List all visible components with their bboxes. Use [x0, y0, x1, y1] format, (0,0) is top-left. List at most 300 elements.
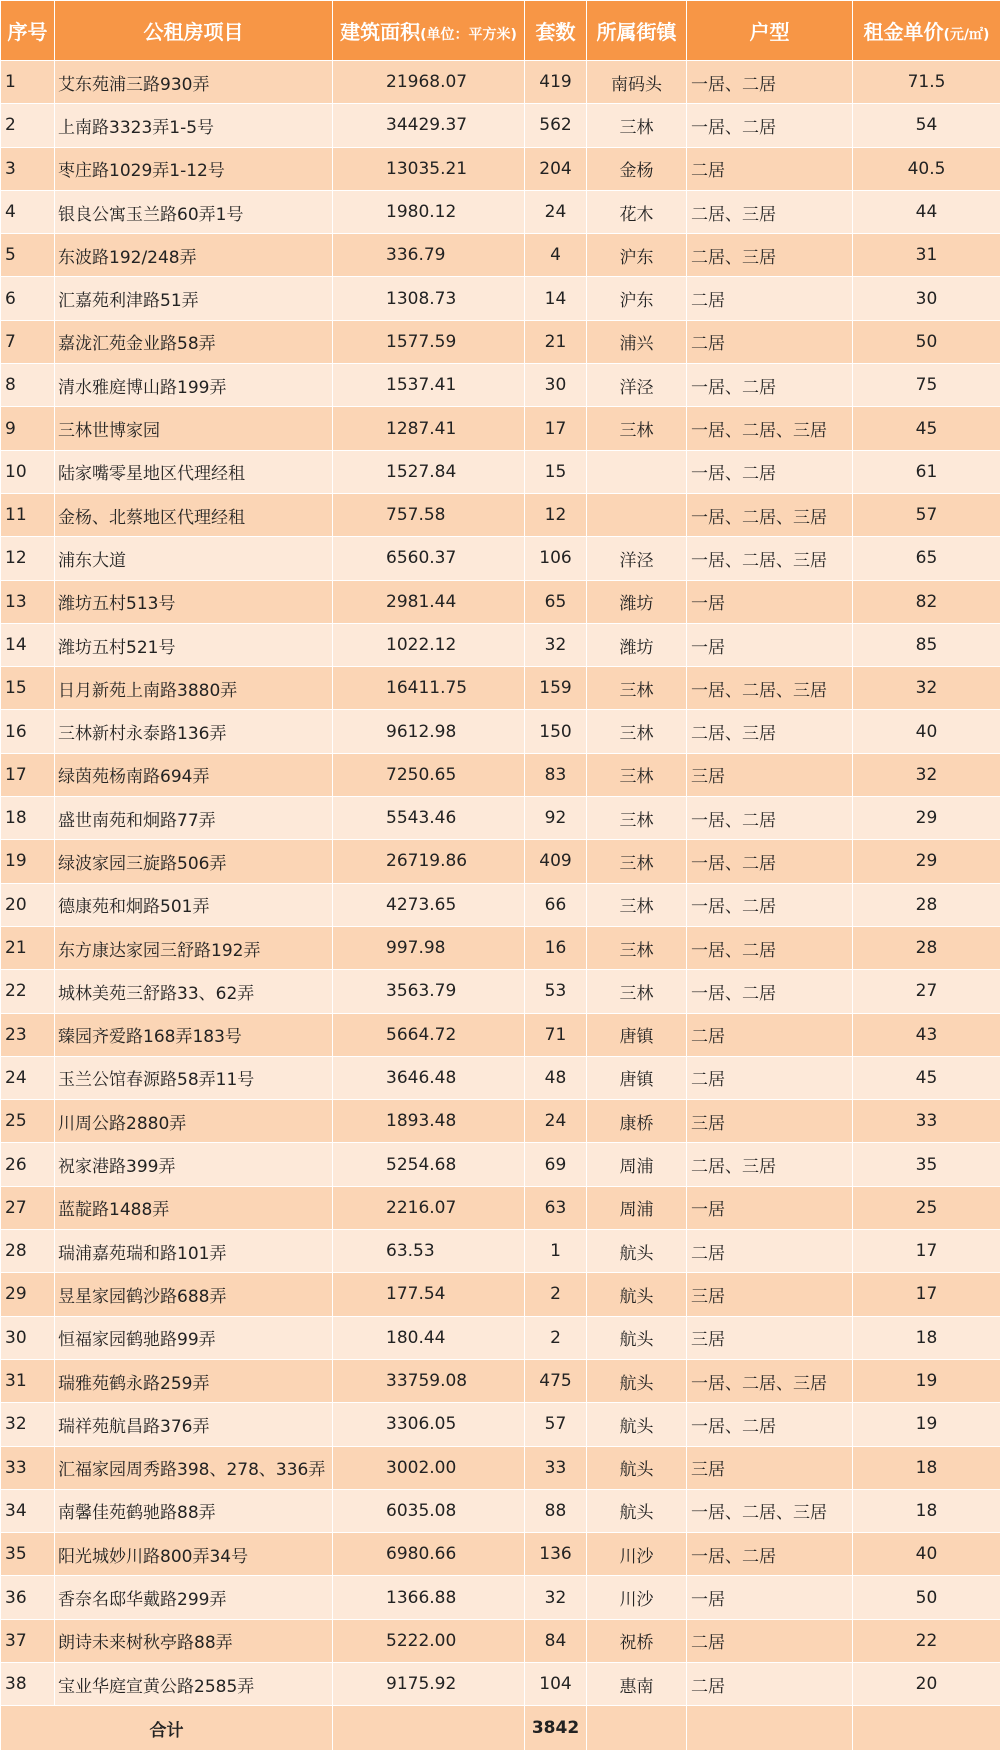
header-area-unit: (单位：平方米): [420, 27, 517, 43]
cell-index: 10: [1, 450, 55, 493]
cell-area: 21968.07: [333, 61, 525, 104]
table-row: [1, 1100, 1000, 1143]
cell-index: 28: [1, 1230, 55, 1273]
cell-index: 1: [1, 61, 55, 104]
cell-units: 2: [525, 1273, 587, 1316]
cell-project: 瑞浦嘉苑瑞和路101弄: [55, 1230, 333, 1273]
cell-layout: 一居、二居: [687, 797, 853, 840]
cell-layout: 二居: [687, 1619, 853, 1662]
cell-index: 4: [1, 190, 55, 233]
cell-index: 36: [1, 1576, 55, 1619]
cell-units: 63: [525, 1186, 587, 1229]
cell-layout: 一居、二居: [687, 883, 853, 926]
table-row: [1, 450, 1000, 493]
table-row: [1, 883, 1000, 926]
cell-project: 阳光城妙川路800弄34号: [55, 1533, 333, 1576]
cell-index: 22: [1, 970, 55, 1013]
cell-units: 409: [525, 840, 587, 883]
cell-layout: 一居、二居: [687, 61, 853, 104]
cell-street: 潍坊: [587, 580, 687, 623]
total-label: 合计: [1, 1706, 333, 1751]
cell-street: 唐镇: [587, 1013, 687, 1056]
table-row: [1, 320, 1000, 363]
cell-area: 33759.08: [333, 1359, 525, 1402]
cell-rent: 29: [853, 840, 1000, 883]
cell-project: 昱星家园鹤沙路688弄: [55, 1273, 333, 1316]
header-rent-label: 租金单价: [863, 20, 944, 44]
cell-units: 33: [525, 1446, 587, 1489]
cell-layout: 三居: [687, 753, 853, 796]
cell-project: 南馨佳苑鹤驰路88弄: [55, 1489, 333, 1532]
cell-units: 30: [525, 364, 587, 407]
cell-project: 川周公路2880弄: [55, 1100, 333, 1143]
cell-rent: 45: [853, 407, 1000, 450]
cell-layout: 一居、二居: [687, 364, 853, 407]
cell-street: 三林: [587, 667, 687, 710]
cell-project: 宝业华庭宣黄公路2585弄: [55, 1662, 333, 1705]
cell-layout: 一居、二居、三居: [687, 493, 853, 536]
cell-units: 32: [525, 1576, 587, 1619]
cell-project: 瑞祥苑航昌路376弄: [55, 1403, 333, 1446]
cell-units: 92: [525, 797, 587, 840]
cell-rent: 18: [853, 1446, 1000, 1489]
table-row: [1, 926, 1000, 969]
cell-area: 5543.46: [333, 797, 525, 840]
cell-layout: 三居: [687, 1100, 853, 1143]
cell-rent: 45: [853, 1056, 1000, 1099]
cell-rent: 17: [853, 1230, 1000, 1273]
cell-project: 德康苑和炯路501弄: [55, 883, 333, 926]
cell-project: 香奈名邸华戴路299弄: [55, 1576, 333, 1619]
header-rent: [853, 1, 1000, 61]
cell-rent: 61: [853, 450, 1000, 493]
cell-index: 24: [1, 1056, 55, 1099]
cell-area: 180.44: [333, 1316, 525, 1359]
cell-project: 金杨、北蔡地区代理经租: [55, 493, 333, 536]
table-row: [1, 1576, 1000, 1619]
table-row: [1, 493, 1000, 536]
cell-index: 38: [1, 1662, 55, 1705]
cell-street: 金杨: [587, 147, 687, 190]
cell-area: 6560.37: [333, 537, 525, 580]
cell-area: 997.98: [333, 926, 525, 969]
cell-area: 1893.48: [333, 1100, 525, 1143]
cell-area: 34429.37: [333, 104, 525, 147]
cell-rent: 44: [853, 190, 1000, 233]
cell-project: 臻园齐爱路168弄183号: [55, 1013, 333, 1056]
cell-rent: 71.5: [853, 61, 1000, 104]
cell-project: 银良公寓玉兰路60弄1号: [55, 190, 333, 233]
cell-street: 周浦: [587, 1186, 687, 1229]
cell-rent: 28: [853, 926, 1000, 969]
cell-area: 1308.73: [333, 277, 525, 320]
cell-area: 5664.72: [333, 1013, 525, 1056]
cell-units: 106: [525, 537, 587, 580]
cell-area: 5254.68: [333, 1143, 525, 1186]
cell-index: 29: [1, 1273, 55, 1316]
total-units: 3842: [525, 1706, 587, 1751]
table-row: [1, 364, 1000, 407]
cell-layout: 二居、三居: [687, 1143, 853, 1186]
cell-units: 204: [525, 147, 587, 190]
cell-index: 20: [1, 883, 55, 926]
cell-rent: 17: [853, 1273, 1000, 1316]
cell-project: 东波路192/248弄: [55, 234, 333, 277]
table-row: [1, 61, 1000, 104]
cell-units: 159: [525, 667, 587, 710]
cell-area: 13035.21: [333, 147, 525, 190]
header-area-label: 建筑面积: [340, 20, 421, 44]
cell-layout: 一居: [687, 1186, 853, 1229]
table-row: [1, 580, 1000, 623]
table-row: [1, 1489, 1000, 1532]
cell-area: 1022.12: [333, 623, 525, 666]
cell-layout: 一居: [687, 1576, 853, 1619]
header-area: [333, 1, 525, 61]
cell-street: 洋泾: [587, 537, 687, 580]
cell-layout: 二居: [687, 1662, 853, 1705]
table-row: [1, 1619, 1000, 1662]
cell-area: 177.54: [333, 1273, 525, 1316]
cell-layout: 二居: [687, 1013, 853, 1056]
cell-rent: 43: [853, 1013, 1000, 1056]
cell-project: 朗诗未来树秋亭路88弄: [55, 1619, 333, 1662]
cell-project: 三林世博家园: [55, 407, 333, 450]
cell-index: 15: [1, 667, 55, 710]
cell-units: 4: [525, 234, 587, 277]
cell-rent: 25: [853, 1186, 1000, 1229]
cell-street: 潍坊: [587, 623, 687, 666]
cell-index: 19: [1, 840, 55, 883]
cell-units: 14: [525, 277, 587, 320]
cell-rent: 32: [853, 753, 1000, 796]
header-project: 公租房项目: [55, 1, 333, 61]
cell-layout: 一居、二居: [687, 1533, 853, 1576]
cell-rent: 40.5: [853, 147, 1000, 190]
cell-rent: 20: [853, 1662, 1000, 1705]
cell-street: 三林: [587, 407, 687, 450]
cell-area: 1980.12: [333, 190, 525, 233]
table-row: [1, 234, 1000, 277]
cell-layout: 三居: [687, 1273, 853, 1316]
cell-area: 336.79: [333, 234, 525, 277]
cell-street: 唐镇: [587, 1056, 687, 1099]
cell-units: 24: [525, 190, 587, 233]
cell-project: 恒福家园鹤驰路99弄: [55, 1316, 333, 1359]
cell-index: 5: [1, 234, 55, 277]
cell-area: 2981.44: [333, 580, 525, 623]
cell-project: 绿波家园三旋路506弄: [55, 840, 333, 883]
cell-rent: 65: [853, 537, 1000, 580]
cell-project: 玉兰公馆春源路58弄11号: [55, 1056, 333, 1099]
cell-rent: 19: [853, 1359, 1000, 1402]
cell-index: 34: [1, 1489, 55, 1532]
cell-area: 63.53: [333, 1230, 525, 1273]
table-row: [1, 190, 1000, 233]
table-row: [1, 277, 1000, 320]
table-row: [1, 1056, 1000, 1099]
cell-layout: 二居: [687, 147, 853, 190]
cell-units: 32: [525, 623, 587, 666]
cell-street: 航头: [587, 1489, 687, 1532]
cell-units: 15: [525, 450, 587, 493]
cell-units: 24: [525, 1100, 587, 1143]
cell-project: 枣庄路1029弄1-12号: [55, 147, 333, 190]
cell-project: 三林新村永泰路136弄: [55, 710, 333, 753]
cell-units: 69: [525, 1143, 587, 1186]
cell-project: 潍坊五村521号: [55, 623, 333, 666]
cell-units: 84: [525, 1619, 587, 1662]
table-row: [1, 147, 1000, 190]
table-row: [1, 1273, 1000, 1316]
cell-area: 1537.41: [333, 364, 525, 407]
cell-street: [587, 450, 687, 493]
table-row: [1, 1230, 1000, 1273]
table-row: [1, 1533, 1000, 1576]
cell-area: 9175.92: [333, 1662, 525, 1705]
cell-layout: 二居: [687, 320, 853, 363]
cell-index: 35: [1, 1533, 55, 1576]
table-row: [1, 797, 1000, 840]
cell-rent: 18: [853, 1316, 1000, 1359]
cell-area: 6980.66: [333, 1533, 525, 1576]
cell-rent: 40: [853, 1533, 1000, 1576]
cell-street: 康桥: [587, 1100, 687, 1143]
total-rent-cell: [853, 1706, 1000, 1751]
cell-area: 1287.41: [333, 407, 525, 450]
table-body: [1, 61, 1000, 1706]
table-row: [1, 753, 1000, 796]
cell-layout: 三居: [687, 1446, 853, 1489]
cell-street: 航头: [587, 1273, 687, 1316]
cell-layout: 二居: [687, 1230, 853, 1273]
cell-rent: 18: [853, 1489, 1000, 1532]
table-row: [1, 1013, 1000, 1056]
cell-layout: 一居、二居: [687, 926, 853, 969]
cell-units: 21: [525, 320, 587, 363]
cell-area: 16411.75: [333, 667, 525, 710]
cell-area: 7250.65: [333, 753, 525, 796]
table-row: [1, 1186, 1000, 1229]
cell-layout: 一居、二居、三居: [687, 537, 853, 580]
cell-units: 88: [525, 1489, 587, 1532]
header-layout: 户型: [687, 1, 853, 61]
cell-units: 17: [525, 407, 587, 450]
cell-rent: 32: [853, 667, 1000, 710]
cell-project: 清水雅庭博山路199弄: [55, 364, 333, 407]
cell-street: 周浦: [587, 1143, 687, 1186]
total-layout-cell: [687, 1706, 853, 1751]
table-row: [1, 104, 1000, 147]
table-row: [1, 710, 1000, 753]
cell-index: 9: [1, 407, 55, 450]
header-street: 所属街镇: [587, 1, 687, 61]
cell-rent: 40: [853, 710, 1000, 753]
cell-index: 31: [1, 1359, 55, 1402]
cell-area: 1366.88: [333, 1576, 525, 1619]
cell-rent: 27: [853, 970, 1000, 1013]
table-row: [1, 1143, 1000, 1186]
cell-street: 花木: [587, 190, 687, 233]
cell-layout: 一居、二居: [687, 450, 853, 493]
cell-area: 5222.00: [333, 1619, 525, 1662]
cell-units: 136: [525, 1533, 587, 1576]
cell-rent: 54: [853, 104, 1000, 147]
cell-street: 航头: [587, 1316, 687, 1359]
cell-street: 三林: [587, 797, 687, 840]
cell-rent: 82: [853, 580, 1000, 623]
cell-street: 三林: [587, 926, 687, 969]
cell-street: 南码头: [587, 61, 687, 104]
cell-units: 104: [525, 1662, 587, 1705]
total-row: [1, 1706, 1000, 1751]
cell-index: 17: [1, 753, 55, 796]
cell-rent: 85: [853, 623, 1000, 666]
cell-layout: 二居、三居: [687, 710, 853, 753]
cell-project: 东方康达家园三舒路192弄: [55, 926, 333, 969]
cell-street: 浦兴: [587, 320, 687, 363]
table-row: [1, 407, 1000, 450]
cell-project: 瑞雅苑鹤永路259弄: [55, 1359, 333, 1402]
cell-street: 三林: [587, 840, 687, 883]
cell-index: 21: [1, 926, 55, 969]
cell-index: 27: [1, 1186, 55, 1229]
table-row: [1, 667, 1000, 710]
cell-units: 150: [525, 710, 587, 753]
cell-project: 上南路3323弄1-5号: [55, 104, 333, 147]
cell-street: 航头: [587, 1230, 687, 1273]
cell-layout: 一居、二居、三居: [687, 1359, 853, 1402]
cell-street: 祝桥: [587, 1619, 687, 1662]
cell-area: 3306.05: [333, 1403, 525, 1446]
cell-layout: 一居、二居: [687, 970, 853, 1013]
cell-project: 城林美苑三舒路33、62弄: [55, 970, 333, 1013]
cell-index: 14: [1, 623, 55, 666]
total-area-cell: [333, 1706, 525, 1751]
cell-area: 2216.07: [333, 1186, 525, 1229]
cell-street: 川沙: [587, 1576, 687, 1619]
cell-units: 562: [525, 104, 587, 147]
cell-layout: 二居、三居: [687, 234, 853, 277]
cell-units: 475: [525, 1359, 587, 1402]
cell-street: [587, 493, 687, 536]
cell-area: 3563.79: [333, 970, 525, 1013]
cell-rent: 22: [853, 1619, 1000, 1662]
cell-street: 洋泾: [587, 364, 687, 407]
cell-units: 71: [525, 1013, 587, 1056]
cell-rent: 35: [853, 1143, 1000, 1186]
cell-layout: 一居、二居: [687, 104, 853, 147]
cell-area: 3002.00: [333, 1446, 525, 1489]
cell-street: 沪东: [587, 234, 687, 277]
cell-rent: 31: [853, 234, 1000, 277]
header-row: [1, 1, 1000, 61]
cell-rent: 33: [853, 1100, 1000, 1143]
cell-index: 12: [1, 537, 55, 580]
cell-project: 祝家港路399弄: [55, 1143, 333, 1186]
cell-index: 3: [1, 147, 55, 190]
cell-rent: 50: [853, 1576, 1000, 1619]
cell-area: 9612.98: [333, 710, 525, 753]
cell-layout: 二居: [687, 1056, 853, 1099]
table-row: [1, 840, 1000, 883]
table-row: [1, 623, 1000, 666]
cell-street: 三林: [587, 753, 687, 796]
cell-project: 蓝靛路1488弄: [55, 1186, 333, 1229]
header-rent-unit: (元/㎡): [943, 27, 990, 43]
cell-project: 日月新苑上南路3880弄: [55, 667, 333, 710]
cell-units: 2: [525, 1316, 587, 1359]
cell-area: 4273.65: [333, 883, 525, 926]
cell-area: 1577.59: [333, 320, 525, 363]
cell-layout: 二居、三居: [687, 190, 853, 233]
total-street-cell: [587, 1706, 687, 1751]
cell-layout: 一居、二居: [687, 840, 853, 883]
cell-layout: 一居、二居、三居: [687, 667, 853, 710]
cell-units: 16: [525, 926, 587, 969]
cell-street: 川沙: [587, 1533, 687, 1576]
cell-index: 26: [1, 1143, 55, 1186]
cell-index: 23: [1, 1013, 55, 1056]
cell-street: 三林: [587, 104, 687, 147]
cell-index: 16: [1, 710, 55, 753]
cell-index: 18: [1, 797, 55, 840]
cell-layout: 一居、二居、三居: [687, 407, 853, 450]
cell-layout: 一居: [687, 623, 853, 666]
table-row: [1, 1662, 1000, 1705]
cell-project: 艾东苑浦三路930弄: [55, 61, 333, 104]
cell-project: 汇福家园周秀路398、278、336弄: [55, 1446, 333, 1489]
table-row: [1, 537, 1000, 580]
cell-index: 25: [1, 1100, 55, 1143]
cell-layout: 一居、二居: [687, 1403, 853, 1446]
cell-street: 三林: [587, 970, 687, 1013]
cell-area: 26719.86: [333, 840, 525, 883]
cell-units: 1: [525, 1230, 587, 1273]
cell-index: 11: [1, 493, 55, 536]
cell-index: 13: [1, 580, 55, 623]
cell-project: 潍坊五村513号: [55, 580, 333, 623]
cell-units: 419: [525, 61, 587, 104]
cell-area: 3646.48: [333, 1056, 525, 1099]
cell-index: 32: [1, 1403, 55, 1446]
cell-layout: 一居、二居、三居: [687, 1489, 853, 1532]
cell-index: 30: [1, 1316, 55, 1359]
cell-street: 航头: [587, 1403, 687, 1446]
cell-units: 57: [525, 1403, 587, 1446]
cell-street: 航头: [587, 1359, 687, 1402]
cell-project: 汇嘉苑利津路51弄: [55, 277, 333, 320]
cell-rent: 29: [853, 797, 1000, 840]
table-row: [1, 1316, 1000, 1359]
cell-units: 83: [525, 753, 587, 796]
cell-area: 757.58: [333, 493, 525, 536]
cell-rent: 30: [853, 277, 1000, 320]
table-row: [1, 1403, 1000, 1446]
cell-index: 2: [1, 104, 55, 147]
cell-project: 嘉泷汇苑金业路58弄: [55, 320, 333, 363]
table-row: [1, 970, 1000, 1013]
cell-layout: 三居: [687, 1316, 853, 1359]
cell-units: 53: [525, 970, 587, 1013]
cell-index: 33: [1, 1446, 55, 1489]
header-units: 套数: [525, 1, 587, 61]
cell-rent: 75: [853, 364, 1000, 407]
cell-rent: 50: [853, 320, 1000, 363]
cell-project: 陆家嘴零星地区代理经租: [55, 450, 333, 493]
cell-area: 6035.08: [333, 1489, 525, 1532]
cell-units: 66: [525, 883, 587, 926]
